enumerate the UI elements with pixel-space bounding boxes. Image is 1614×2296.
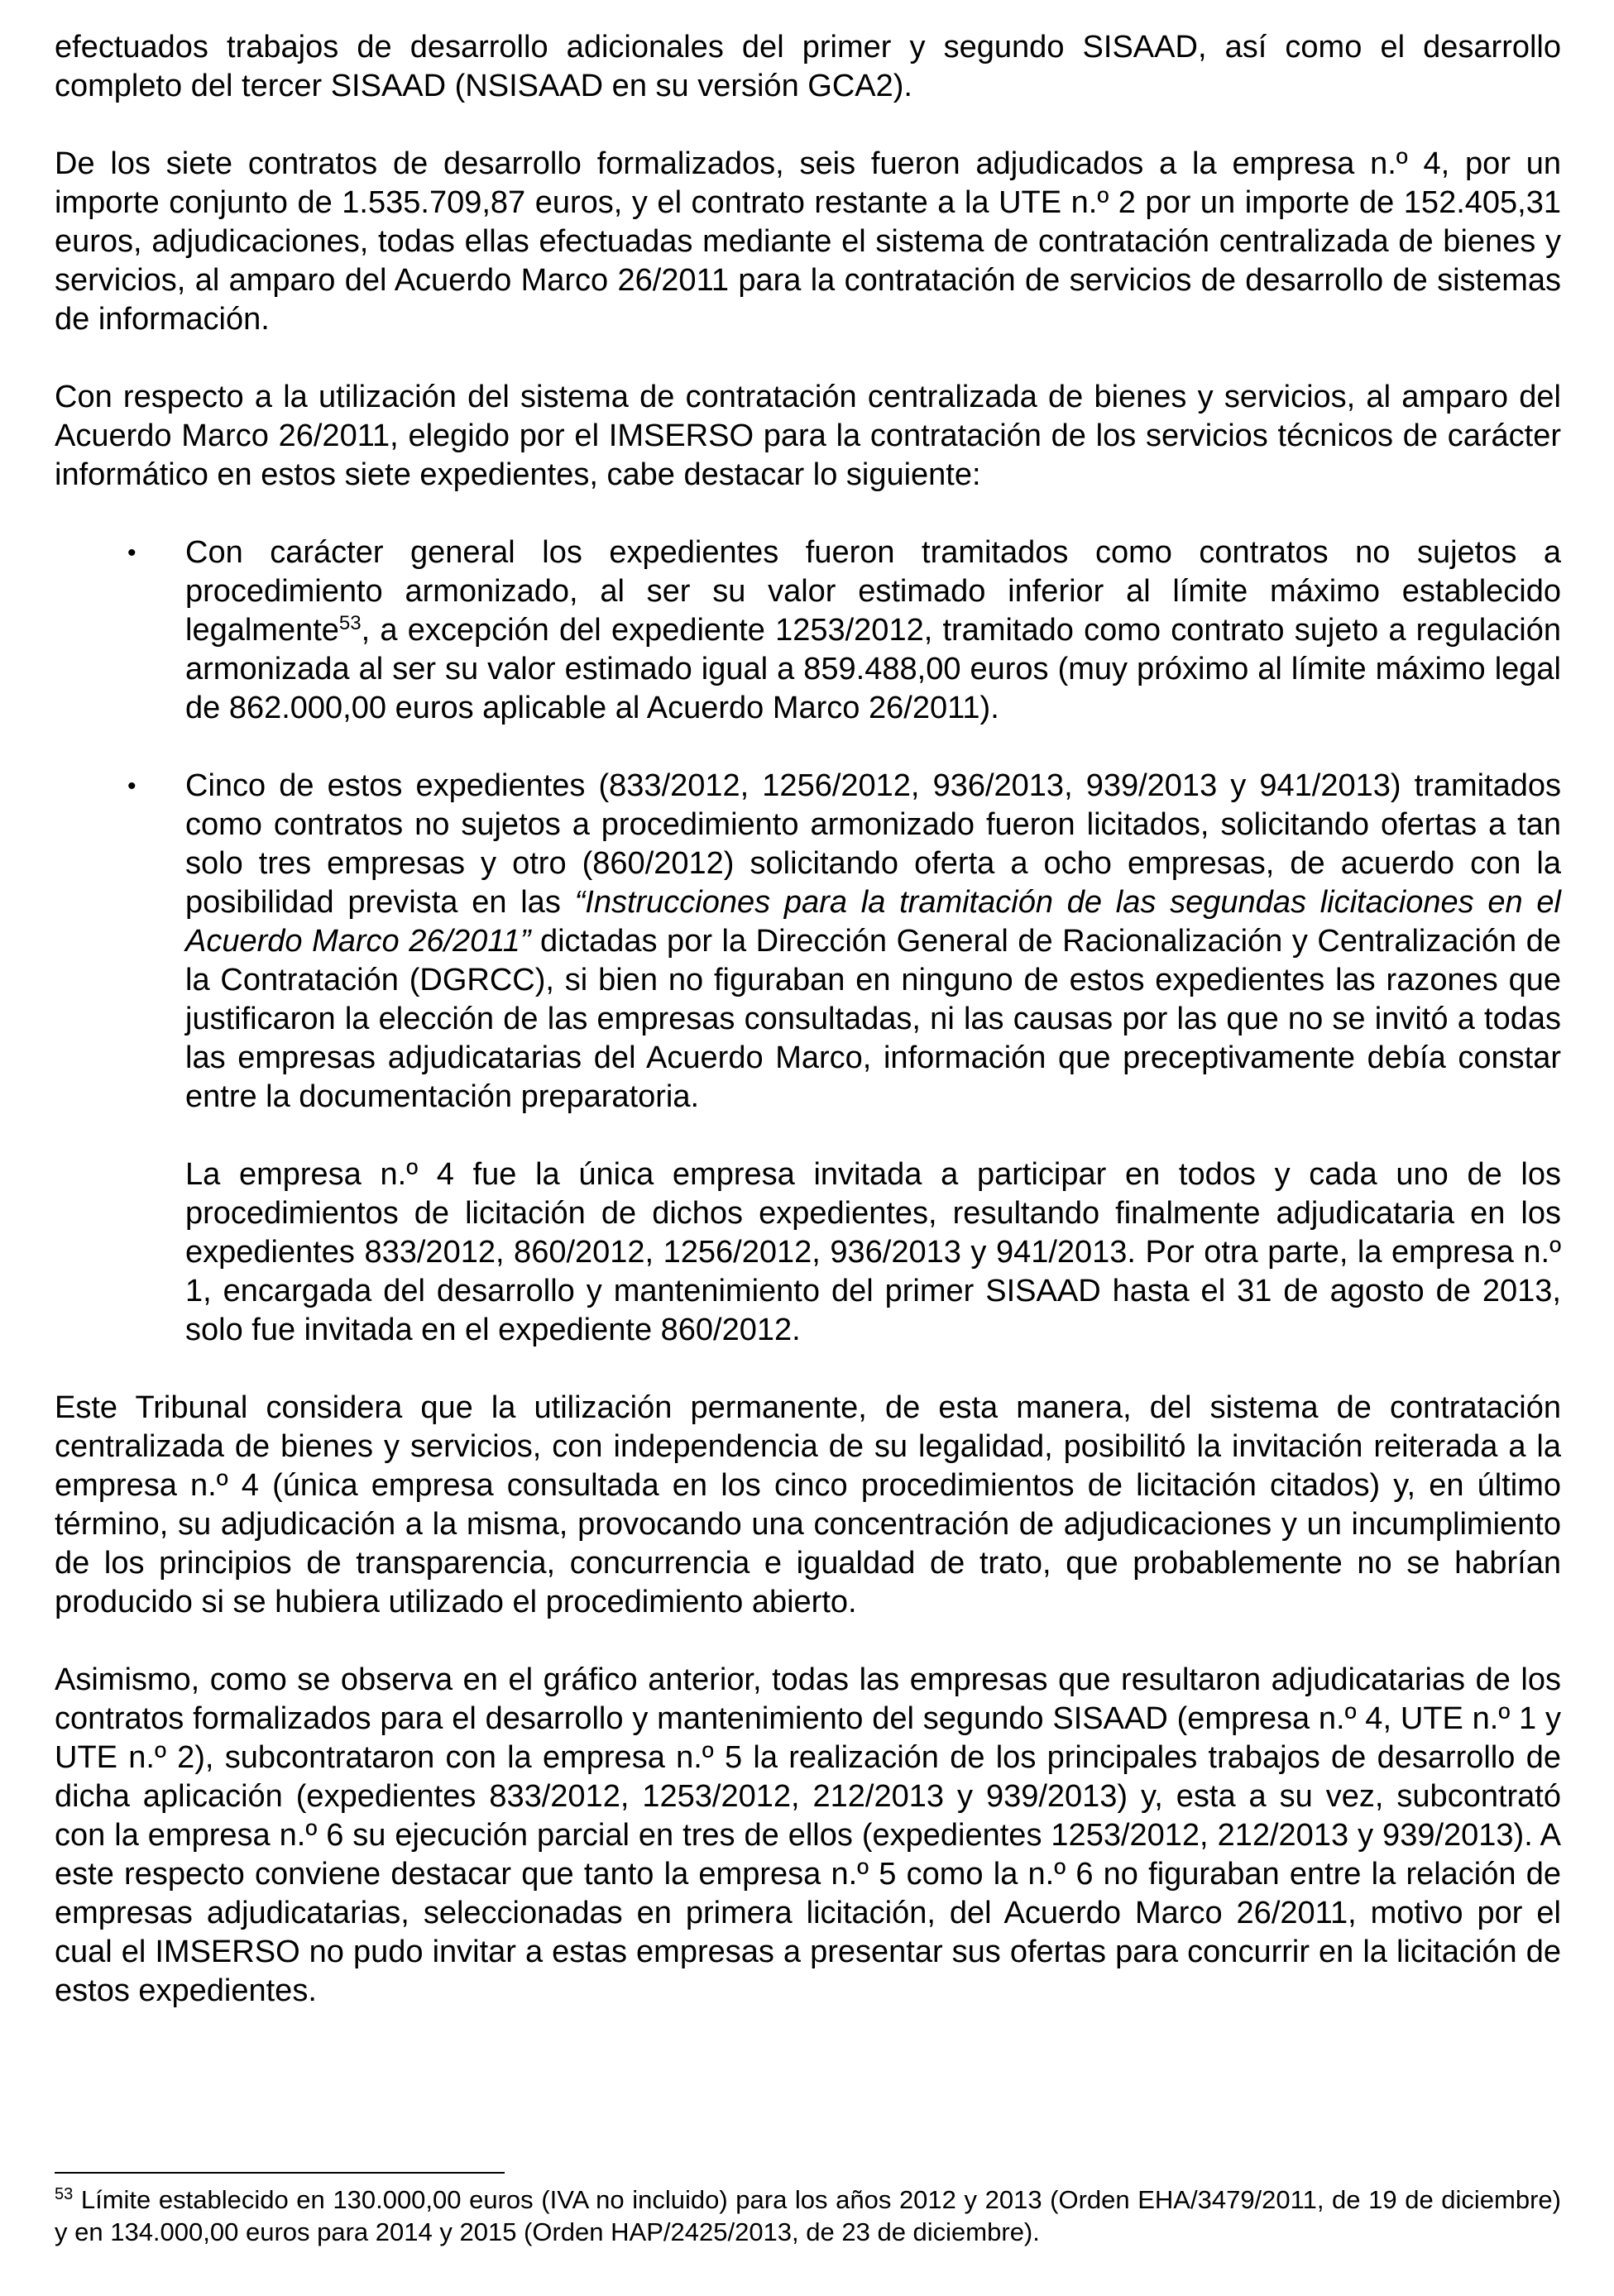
list-item-harmonized-procedure <box>55 533 1561 728</box>
bullet-icon: • <box>127 539 136 567</box>
bullet-text: Con carácter general los expedientes fueron tramitados como contratos no sujetos a procedimiento armonizado, al ser su valor estimado inferior al límite máximo establecido legalmente$^{53}$, a excepción del expediente 1253/2012, tramitado como contrato sujeto a regulación armonizada al ser su valor estimado igual a 859.488,00 euros (muy próximo al límite máximo legal de 862.000,00 euros aplicable al Acuerdo Marco 26/2011). <box>185 535 1561 725</box>
instructions-title: “Instrucciones para la tramitación de las segundas licitaciones en el Acuerdo Marco 26/2011” <box>185 885 1562 959</box>
bullet-icon: • <box>127 773 136 800</box>
paragraph-tribunal-opinion: Este Tribunal considera que la utilización permanente, de esta manera, del sistema de contratación centralizada de bienes y servicios, con independencia de su legalidad, posibilitó la invitación reiterada a la empresa n.º 4 (única empresa consultada en los cinco procedimientos de licitación citados) y, en último término, su adjudicación a la misma, provocando una concentración de adjudicaciones y un incumplimiento de los principios de transparencia, concurrencia e igualdad de trato, que probablemente no se habrían producido si se hubiera utilizado el procedimiento abierto. <box>55 1390 1561 1619</box>
footnote <box>55 2184 1561 2248</box>
list-item-five-expedients <box>55 767 1561 1117</box>
bullet-text: Cinco de estos expedientes (833/2012, 1256/2012, 936/2013, 939/2013 y 941/2013) tramitados como contratos no sujetos a procedimiento armonizado fueron licitados, solicitando ofertas a tan solo tres empresas y otro (860/2012) solicitando oferta a ocho empresas, de acuerdo con la posibilidad prevista en las “Instrucciones para la tramitación de las segundas licitaciones en el Acuerdo Marco 26/2011” dictadas por la Dirección General de Racionalización y Centralización de la Contratación (DGRCC), si bien no figuraban en ninguno de estos expedientes las razones que justificaron la elección de las empresas consultadas, ni las causas por las que no se invitó a todas las empresas adjudicatarias del Acuerdo Marco, información que preceptivamente debía constar entre la documentación preparatoria. <box>185 768 1562 1114</box>
footnote-reference: 53 <box>338 612 362 634</box>
document-body <box>55 28 1561 2011</box>
paragraph-contracts-awarded: De los siete contratos de desarrollo formalizados, seis fueron adjudicados a la empresa n.º 4, por un importe conjunto de 1.535.709,87 euros, y el contrato restante a la UTE n.º 2 por un importe de 152.405,31 euros, adjudicaciones, todas ellas efectuadas mediante el sistema de contratación centralizada de bienes y servicios, al amparo del Acuerdo Marco 26/2011 para la contratación de servicios de desarrollo de sistemas de información. <box>55 146 1561 337</box>
footnote-separator <box>55 2172 505 2174</box>
paragraph-intro-continuation: efectuados trabajos de desarrollo adicionales del primer y segundo SISAAD, así como el desarrollo completo del tercer SISAAD (NSISAAD en su versión GCA2). <box>55 30 1561 103</box>
footnote-text: Límite establecido en 130.000,00 euros (IVA no incluido) para los años 2012 y 2013 (Orden EHA/3479/2011, de 19 de diciembre) y en 134.000,00 euros para 2014 y 2015 (Orden HAP/2425/2013, de 23 de diciembre). <box>55 2185 1561 2246</box>
paragraph-centralized-system: Con respecto a la utilización del sistema de contratación centralizada de bienes y servicios, al amparo del Acuerdo Marco 26/2011, elegido por el IMSERSO para la contratación de los servicios técnicos de carácter informático en estos siete expedientes, cabe destacar lo siguiente: <box>55 380 1561 492</box>
footnote-number: 53 <box>55 2185 74 2203</box>
paragraph-subcontracting: Asimismo, como se observa en el gráfico anterior, todas las empresas que resultaron adjudicatarias de los contratos formalizados para el desarrollo y mantenimiento del segundo SISAAD (empresa n.º 4, UTE n.º 1 y UTE n.º 2), subcontrataron con la empresa n.º 5 la realización de los principales trabajos de desarrollo de dicha aplicación (expedientes 833/2012, 1253/2012, 212/2013 y 939/2013) y, esta a su vez, subcontrató con la empresa n.º 6 su ejecución parcial en tres de ellos (expedientes 1253/2012, 212/2013 y 939/2013). A este respecto conviene destacar que tanto la empresa n.º 5 como la n.º 6 no figuraban entre la relación de empresas adjudicatarias, seleccionadas en primera licitación, del Acuerdo Marco 26/2011, motivo por el cual el IMSERSO no pudo invitar a estas empresas a presentar sus ofertas para concurrir en la licitación de estos expedientes. <box>55 1662 1561 2008</box>
bullet-continuation-paragraph: La empresa n.º 4 fue la única empresa invitada a participar en todos y cada uno de los procedimientos de licitación de dichos expedientes, resultando finalmente adjudicataria en los expedientes 833/2012, 860/2012, 1256/2012, 936/2013 y 941/2013. Por otra parte, la empresa n.º 1, encargada del desarrollo y mantenimiento del primer SISAAD hasta el 31 de agosto de 2013, solo fue invitada en el expediente 860/2012. <box>185 1157 1561 1347</box>
